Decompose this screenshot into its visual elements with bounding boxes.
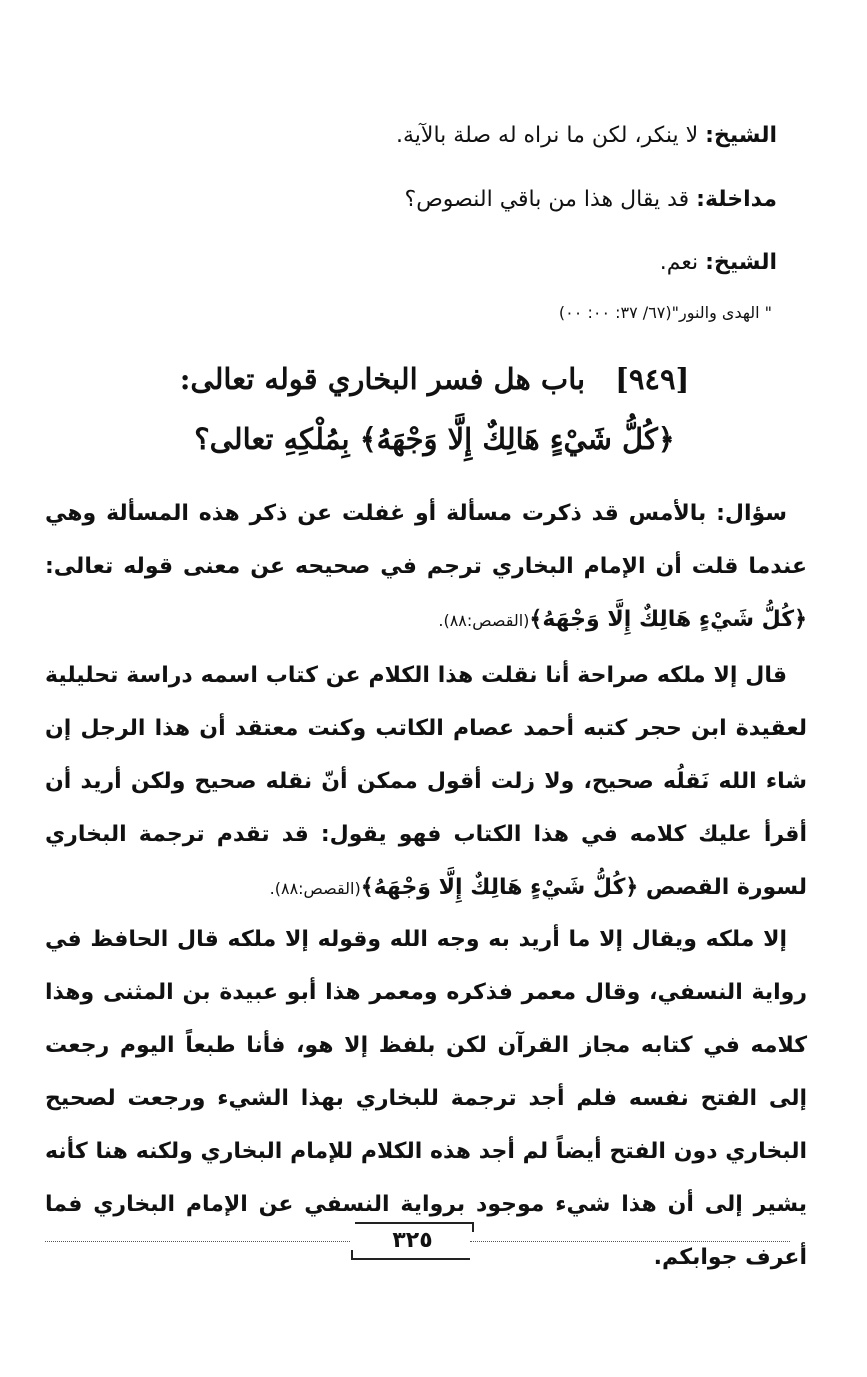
page-number-frame bbox=[355, 1222, 470, 1260]
quran-reference: (القصص:٨٨). bbox=[269, 879, 361, 898]
dialogue-line-2 bbox=[405, 187, 777, 212]
source-reference: " الهدى والنور"(٦٧/ ٣٧: ٠٠: ٠٠) bbox=[558, 303, 772, 322]
chapter-subtitle: ﴿كُلُّ شَيْءٍ هَالِكٌ إِلَّا وَجْهَهُ﴾ بِمُلْكِهِ تعالى؟ bbox=[194, 422, 675, 456]
dialogue-line-1 bbox=[396, 123, 777, 148]
footer-divider-left bbox=[45, 1241, 350, 1242]
dialogue-text: قد يقال هذا من باقي النصوص؟ bbox=[404, 187, 697, 212]
paragraph-quote bbox=[45, 649, 807, 915]
ornament-corner bbox=[351, 1250, 365, 1260]
paragraph-text: قال إلا ملكه صراحة أنا نقلت هذا الكلام عن كتاب اسمه دراسة تحليلية لعقيدة ابن حجر كتبه أحمد عصام الكاتب وكنت معتقد أن هذا الرجل إن شاء الله نَقلُه صحيح، ولا زلت أقول ممكن أنّ نقله صحيح ولكن أريد أن أقرأ عليك كلامه في هذا الكتاب فهو يقول: قد تقدم ترجمة البخاري لسورة القصص ﴿كُلُّ شَيْءٍ هَالِكٌ إِلَّا وَجْهَهُ﴾ bbox=[45, 663, 807, 900]
chapter-title: باب هل فسر البخاري قوله تعالى: bbox=[179, 362, 586, 396]
speaker-label: مداخلة: bbox=[696, 187, 777, 212]
paragraph-text: سؤال: بالأمس قد ذكرت مسألة أو غفلت عن ذكر هذه المسألة وهي عندما قلت أن الإمام البخاري ترجم في صحيحه عن معنى قوله تعالى: ﴿كُلُّ شَيْءٍ هَالِكٌ إِلَّا وَجْهَهُ﴾ bbox=[45, 501, 807, 632]
chapter-number: [٩٤٩] bbox=[615, 362, 690, 396]
dialogue-text: نعم. bbox=[659, 250, 706, 275]
footer-divider-right bbox=[470, 1241, 790, 1242]
chapter-heading bbox=[90, 362, 779, 396]
speaker-label: الشيخ: bbox=[705, 250, 777, 275]
paragraph-question bbox=[45, 487, 807, 647]
dialogue-line-3 bbox=[660, 250, 777, 275]
page-footer bbox=[45, 1222, 790, 1262]
speaker-label: الشيخ: bbox=[705, 123, 777, 148]
page-number: ٣٢٥ bbox=[392, 1228, 433, 1253]
ornament-corner bbox=[460, 1222, 474, 1232]
paragraph-text: إلا ملكه ويقال إلا ما أريد به وجه الله وقوله إلا ملكه قال الحافظ في رواية النسفي، وقال معمر فذكره ومعمر هذا أبو عبيدة بن المثنى وهذا كلامه في كتابه مجاز القرآن لكن بلفظ إلا هو، فأنا طبعاً اليوم رجعت إلى الفتح نفسه فلم أجد ترجمة للبخاري بهذا الشيء ورجعت لصحيح البخاري دون الفتح أيضاً لم أجد هذه الكلام للإمام البخاري ولكنه هنا كأنه يشير إلى أن هذا شيء موجود برواية النسفي عن الإمام البخاري فما أعرف جوابكم. bbox=[45, 927, 807, 1270]
dialogue-text: لا ينكر، لكن ما نراه له صلة بالآية. bbox=[396, 123, 706, 148]
quran-reference: (القصص:٨٨). bbox=[438, 611, 530, 630]
